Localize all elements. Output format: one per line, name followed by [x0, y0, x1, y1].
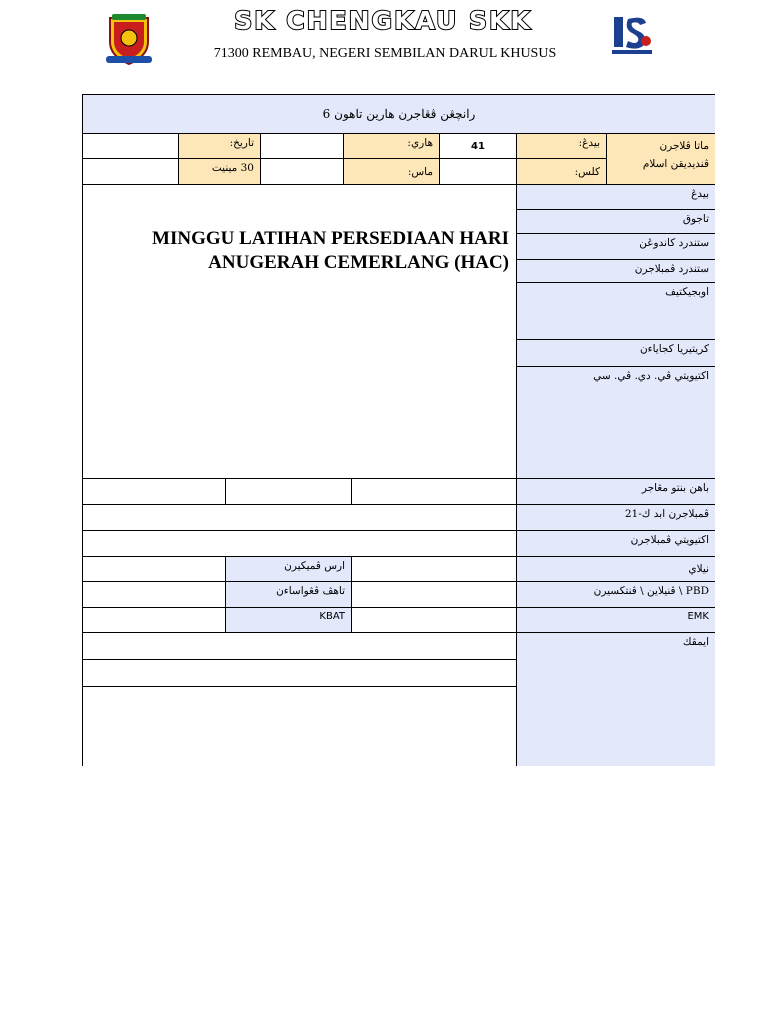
kbat-value[interactable]: [83, 608, 226, 633]
label-tajuk: تاجوق: [517, 210, 715, 234]
big-title-line1: MINGGU LATIHAN PERSEDIAAN HARI: [152, 228, 509, 249]
day-label: هاري:: [344, 134, 440, 159]
lesson-plan-form: [82, 94, 715, 766]
time-label: ماس:: [344, 159, 440, 185]
time-value-cell[interactable]: [261, 159, 344, 185]
big-title-line2: ANUGERAH CEMERLANG (HAC): [208, 252, 509, 273]
label-tahap-penguasaan: تاهڤ ڤڠواساءن: [226, 582, 352, 608]
bidang-label: بيدڠ:: [517, 134, 607, 159]
label-bidang: بيدڠ: [517, 185, 715, 210]
duration-value: 30 مينيت: [179, 159, 261, 185]
label-aktiviti-pembelajaran: اكتيويتي ڤمبلاجرن: [517, 531, 715, 557]
label-pak21: ڤمبلاجرن ابد ك-21: [517, 505, 715, 531]
tahap-value[interactable]: [83, 582, 226, 608]
label-standard-kandungan: ستندرد كاندوڠن: [517, 234, 715, 260]
form-title: رانچڠن ڤڠاجرن هارين تاهون 6: [83, 95, 715, 134]
date-value-cell[interactable]: [83, 134, 179, 159]
date-value-cell-2[interactable]: [83, 159, 179, 185]
pbd-value[interactable]: [352, 582, 517, 608]
label-aktiviti: اكتيويتي ڤي. دي. ڤي. سي: [517, 367, 715, 479]
label-kriteria: كريتيريا كجاياءن: [517, 340, 715, 367]
bbm-cell-1[interactable]: [83, 479, 226, 505]
label-standard-pembelajaran: ستندرد ڤمبلاجرن: [517, 260, 715, 283]
label-bbm: باهن بنتو مڠاجر: [517, 479, 715, 505]
school-address: 71300 REMBAU, NEGERI SEMBILAN DARUL KHUSUS: [213, 46, 557, 61]
bbm-cell-2[interactable]: [226, 479, 352, 505]
class-value-cell[interactable]: [440, 159, 517, 185]
impak-row-1[interactable]: [83, 633, 517, 660]
class-label: كلس:: [517, 159, 607, 185]
program-logo-icon: [610, 11, 654, 57]
label-objektif: اوبجيكتيف: [517, 283, 715, 340]
subject-label: ماتا ڤلاجرن: [659, 140, 709, 152]
school-name: SK CHENGKAU SKK: [234, 6, 532, 35]
label-pbd: PBD \ ڤنيلاين \ ڤنتكسيرن: [517, 582, 715, 608]
subject-cell: [607, 134, 715, 185]
label-emk: EMK: [517, 608, 715, 633]
lesson-big-title: [69, 227, 509, 275]
subject-value: ڤنديديقن اسلام: [642, 158, 709, 170]
school-crest-icon: [104, 12, 154, 66]
label-aras-pemikiran: ارس ڤميكيرن: [226, 557, 352, 582]
aktiviti-pembelajaran-value[interactable]: [83, 531, 517, 557]
day-value-cell[interactable]: [261, 134, 344, 159]
label-nilai: نيلاي: [517, 557, 715, 582]
label-impak: ايمڤك: [517, 633, 715, 766]
emk-value[interactable]: [352, 608, 517, 633]
impak-row-2[interactable]: [83, 660, 517, 687]
impak-row-3[interactable]: [83, 687, 517, 766]
label-kbat: KBAT: [226, 608, 352, 633]
date-label: تاريخ:: [179, 134, 261, 159]
aras-value[interactable]: [83, 557, 226, 582]
page-header: [0, 0, 768, 70]
pak21-value[interactable]: [83, 505, 517, 531]
bbm-cell-3[interactable]: [352, 479, 517, 505]
nilai-value[interactable]: [352, 557, 517, 582]
week-value: 41: [440, 134, 517, 159]
